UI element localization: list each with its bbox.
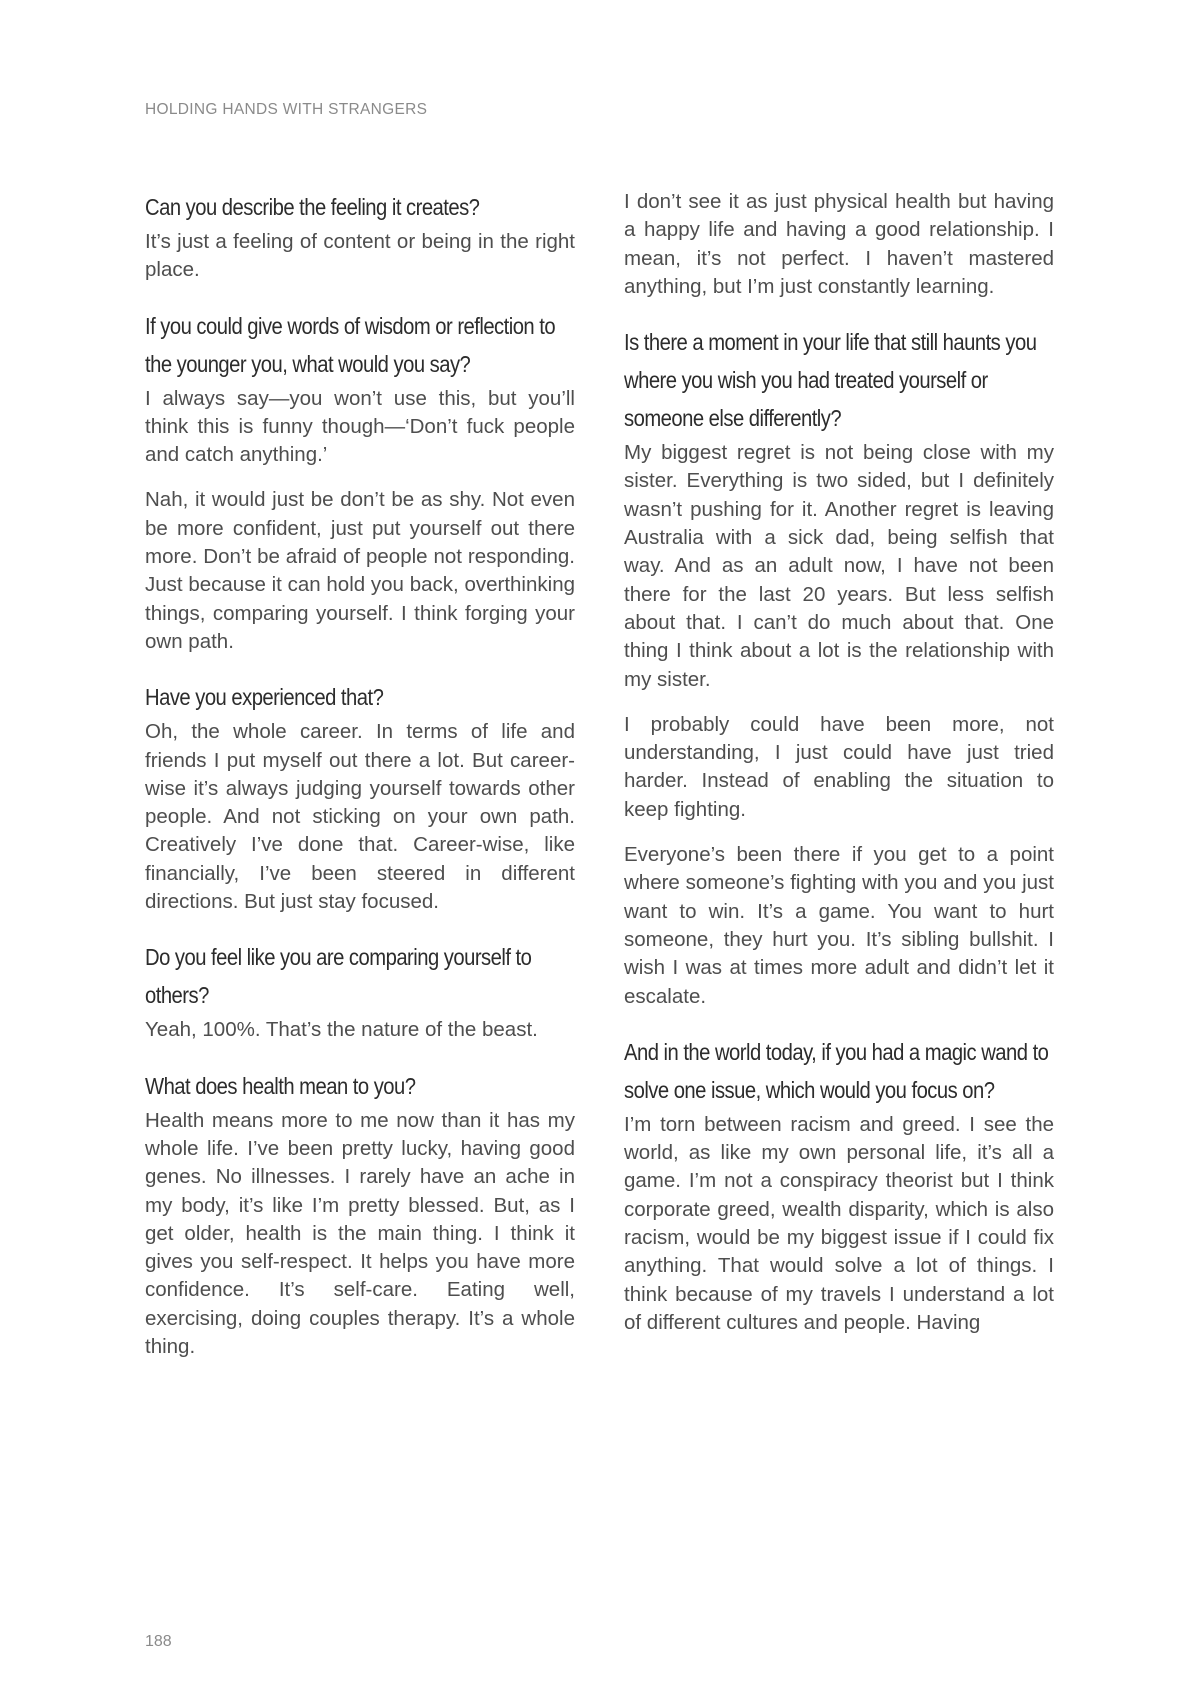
question-heading: Is there a moment in your life that still haunts you where you wish you had treated yourself or someone else differently? (624, 329, 1037, 432)
answer-paragraph: It’s just a feeling of content or being in the right place. (145, 230, 575, 282)
question-heading: Do you feel like you are comparing yourself to others? (145, 944, 532, 1009)
question-heading: What does health mean to you? (145, 1072, 416, 1099)
answer-paragraph: Nah, it would just be don’t be as shy. Not even be more confident, just put yourself out there more. Don’t be afraid of people not responding. Just because it can hold you back, overthinking things, comparing yourself. I think forging your own path. (145, 488, 575, 653)
question-heading: Can you describe the feeling it creates? (145, 194, 480, 220)
answer-paragraph: I probably could have been more, not understanding, I just could have just tried harder. Instead of enabling the situation to keep fighting. (624, 712, 1054, 821)
question-heading: And in the world today, if you had a magic wand to solve one issue, which would you focus on? (624, 1038, 1049, 1103)
answer-paragraph: I’m torn between racism and greed. I see the world, as like my own personal life, it’s all a game. I’m not a conspiracy theorist but I think corporate greed, wealth disparity, which is also racism, would be my biggest issue if I could fix anything. That would solve a lot of things. I think because of my travels I understand a lot of different cultures and people. Having (624, 1112, 1054, 1334)
right-column (624, 188, 1054, 1337)
question-heading: Have you experienced that? (145, 684, 384, 711)
answer-paragraph: I always say—you won’t use this, but you’ll think this is funny though—‘Don’t fuck people and catch anything.’ (145, 386, 575, 467)
answer-paragraph: I don’t see it as just physical health but having a happy life and having a good relationship. I mean, it’s not perfect. I haven’t mastered anything, but I’m just constantly learning. (624, 190, 1054, 298)
question-heading: If you could give words of wisdom or reflection to the younger you, what would you say? (145, 312, 556, 377)
answer-paragraph: Yeah, 100%. That’s the nature of the beast. (145, 1018, 538, 1042)
answer-paragraph: Oh, the whole career. In terms of life and friends I put myself out there a lot. But career-wise it’s always judging yourself towards other people. And not sticking on your own path. Creatively I’ve done that. Career-wise, like financially, I’ve been steered in different directions. But just stay focused. (145, 720, 575, 914)
page-number: 188 (145, 1633, 172, 1650)
running-head: HOLDING HANDS WITH STRANGERS (145, 101, 428, 118)
left-column (145, 188, 575, 1361)
answer-paragraph: Health means more to me now than it has my whole life. I’ve been pretty lucky, having good genes. No illnesses. I rarely have an ache in my body, it’s like I’m pretty blessed. But, as I get older, health is the main thing. I think it gives you self-respect. It helps you have more confidence. It’s self-care. Eating well, exercising, doing couples therapy. It’s a whole thing. (145, 1108, 575, 1359)
answer-paragraph: Everyone’s been there if you get to a point where someone’s fighting with you and you just want to win. It’s a game. You want to hurt someone, they hurt you. It’s sibling bullshit. I wish I was at times more adult and didn’t let it escalate. (624, 843, 1054, 1008)
answer-paragraph: My biggest regret is not being close with my sister. Everything is two sided, but I definitely wasn’t pushing for it. Another regret is leaving Australia with a sick dad, being selfish that way. And as an adult now, I have not been there for the last 20 years. But less selfish about that. I can’t do much about that. One thing I think about a lot is the relationship with my sister. (624, 441, 1054, 691)
